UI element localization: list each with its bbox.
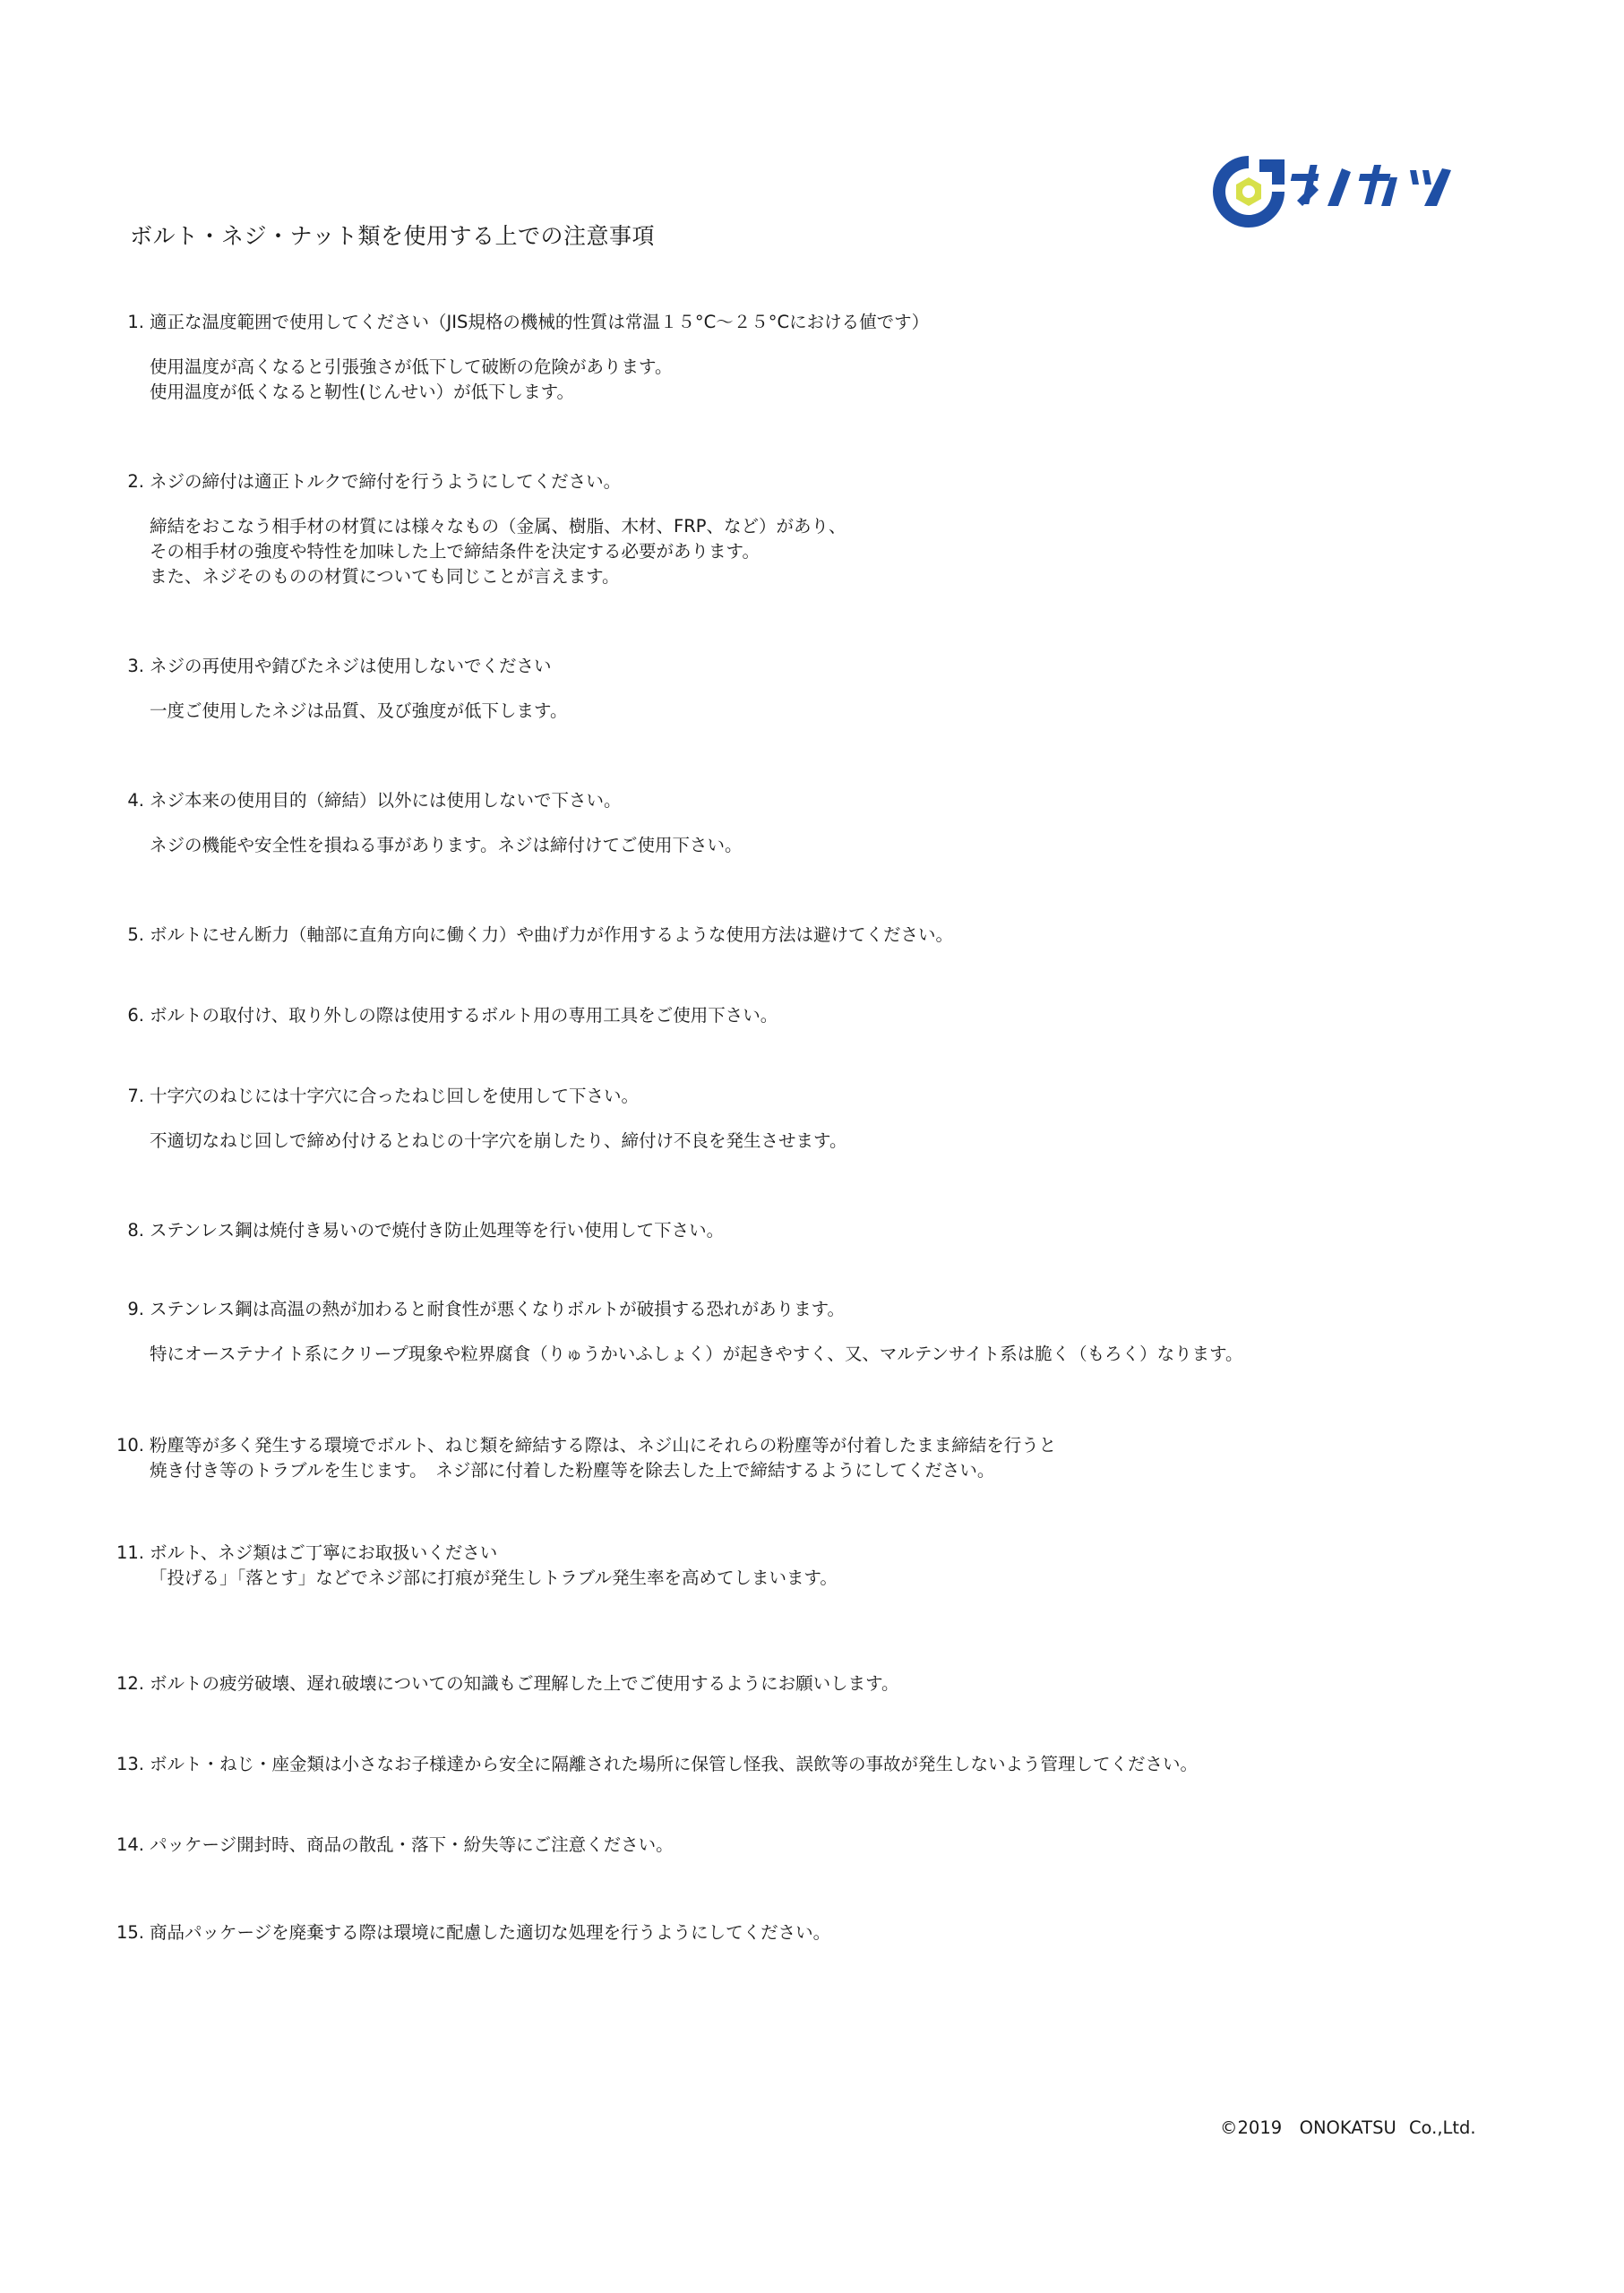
item-number: 12. <box>116 1673 144 1694</box>
description-line: 不適切なねじ回しで締め付けるとねじの十字穴を崩したり、締付け不良を発生させます。 <box>150 1130 847 1151</box>
item-number: 15. <box>116 1922 144 1943</box>
description-line: 使用温度が低くなると靭性(じんせい）が低下します。 <box>150 382 575 402</box>
item-number: 13. <box>116 1754 144 1774</box>
item-heading: ボルト・ねじ・座金類は小さなお子様達から安全に隔離された場所に保管し怪我、誤飲等の事故が発生しないよう管理してください。 <box>150 1754 1199 1774</box>
item-description <box>144 833 1456 858</box>
item-number: 1. <box>127 312 144 332</box>
item-number: 8. <box>127 1220 144 1241</box>
item-description <box>144 514 1456 589</box>
item-number: 10. <box>116 1435 144 1456</box>
item-description <box>144 1566 1456 1591</box>
description-line: その相手材の強度や特性を加味した上で締結条件を決定する必要があります。 <box>150 541 760 562</box>
item-heading: ボルトの疲労破壊、遅れ破壊についての知識もご理解した上でご使用するようにお願いします。 <box>150 1673 899 1694</box>
caution-item <box>112 1297 1456 1367</box>
item-heading: ステンレス鋼は焼付き易いので焼付き防止処理等を行い使用して下さい。 <box>150 1220 725 1241</box>
description-line: ネジの機能や安全性を損ねる事があります。ネジは締付けてご使用下さい。 <box>150 835 743 855</box>
item-heading: ネジの締付は適正トルクで締付を行うようにしてください。 <box>150 471 622 492</box>
item-number: 11. <box>116 1542 144 1563</box>
item-heading: ネジの再使用や錆びたネジは使用しないでください <box>150 656 552 676</box>
description-line: 一度ご使用したネジは品質、及び強度が低下します。 <box>150 700 568 721</box>
onokatsu-logo <box>1207 150 1476 233</box>
caution-item <box>112 1084 1456 1154</box>
copyright-footer: ©2019 ONOKATSU Co.,Ltd. <box>1220 2117 1476 2138</box>
item-heading: パッケージ開封時、商品の散乱・落下・紛失等にご注意ください。 <box>150 1834 674 1855</box>
caution-item <box>112 654 1456 724</box>
item-description <box>144 1342 1456 1367</box>
item-heading: ボルト、ネジ類はご丁寧にお取扱いください <box>150 1542 498 1563</box>
item-heading: 適正な温度範囲で使用してください（JIS規格の機械的性質は常温１５°C〜２５°Cにおける値です） <box>150 312 930 332</box>
item-number: 2. <box>127 471 144 492</box>
item-heading: 粉塵等が多く発生する環境でボルト、ねじ類を締結する際は、ネジ山にそれらの粉塵等が付着したまま締結を行うと <box>150 1435 1057 1456</box>
description-line: 「投げる」「落とす」などでネジ部に打痕が発生しトラブル発生率を高めてしまいます。 <box>150 1567 838 1588</box>
item-number: 3. <box>127 656 144 676</box>
item-heading: 十字穴のねじには十字穴に合ったねじ回しを使用して下さい。 <box>150 1086 640 1106</box>
item-number: 5. <box>127 924 144 945</box>
caution-item <box>112 1920 1456 1945</box>
description-line: 締結をおこなう相手材の材質には様々なもの（金属、樹脂、木材、FRP、など）があり、 <box>150 516 846 537</box>
item-number: 14. <box>116 1834 144 1855</box>
caution-item <box>112 923 1456 948</box>
item-number: 6. <box>127 1005 144 1026</box>
item-heading: ステンレス鋼は高温の熱が加わると耐食性が悪くなりボルトが破損する恐れがあります。 <box>150 1299 846 1319</box>
item-description <box>144 1129 1456 1154</box>
description-line: 特にオーステナイト系にクリープ現象や粒界腐食（りゅうかいふしょく）が起きやすく、又、マルテンサイト系は脆く（もろく）なります。 <box>150 1344 1243 1364</box>
item-number: 4. <box>127 790 144 811</box>
item-heading: ボルトにせん断力（軸部に直角方向に働く力）や曲げ力が作用するような使用方法は避けてください。 <box>150 924 954 945</box>
item-description <box>144 1458 1456 1483</box>
caution-item <box>112 788 1456 858</box>
caution-item <box>112 1833 1456 1858</box>
description-line: 焼き付き等のトラブルを生じます。 ネジ部に付着した粉塵等を除去した上で締結するようにしてください。 <box>150 1460 995 1481</box>
item-description <box>144 355 1456 405</box>
item-heading: ボルトの取付け、取り外しの際は使用するボルト用の専用工具をご使用下さい。 <box>150 1005 778 1026</box>
caution-item <box>112 1541 1456 1591</box>
item-number: 9. <box>127 1299 144 1319</box>
description-line: また、ネジそのものの材質についても同じことが言えます。 <box>150 566 620 587</box>
caution-item <box>112 1003 1456 1028</box>
item-description <box>144 699 1456 724</box>
item-number: 7. <box>127 1086 144 1106</box>
caution-item <box>112 310 1456 405</box>
caution-item <box>112 1218 1456 1243</box>
item-heading: ネジ本来の使用目的（締結）以外には使用しないで下さい。 <box>150 790 622 811</box>
description-line: 使用温度が高くなると引張強さが低下して破断の危険があります。 <box>150 356 673 377</box>
caution-item <box>112 1433 1456 1483</box>
document-title: ボルト・ネジ・ナット類を使用する上での注意事項 <box>130 223 656 249</box>
caution-item <box>112 469 1456 589</box>
caution-item <box>112 1671 1456 1696</box>
caution-item <box>112 1752 1456 1777</box>
item-heading: 商品パッケージを廃棄する際は環境に配慮した適切な処理を行うようにしてください。 <box>150 1922 831 1943</box>
